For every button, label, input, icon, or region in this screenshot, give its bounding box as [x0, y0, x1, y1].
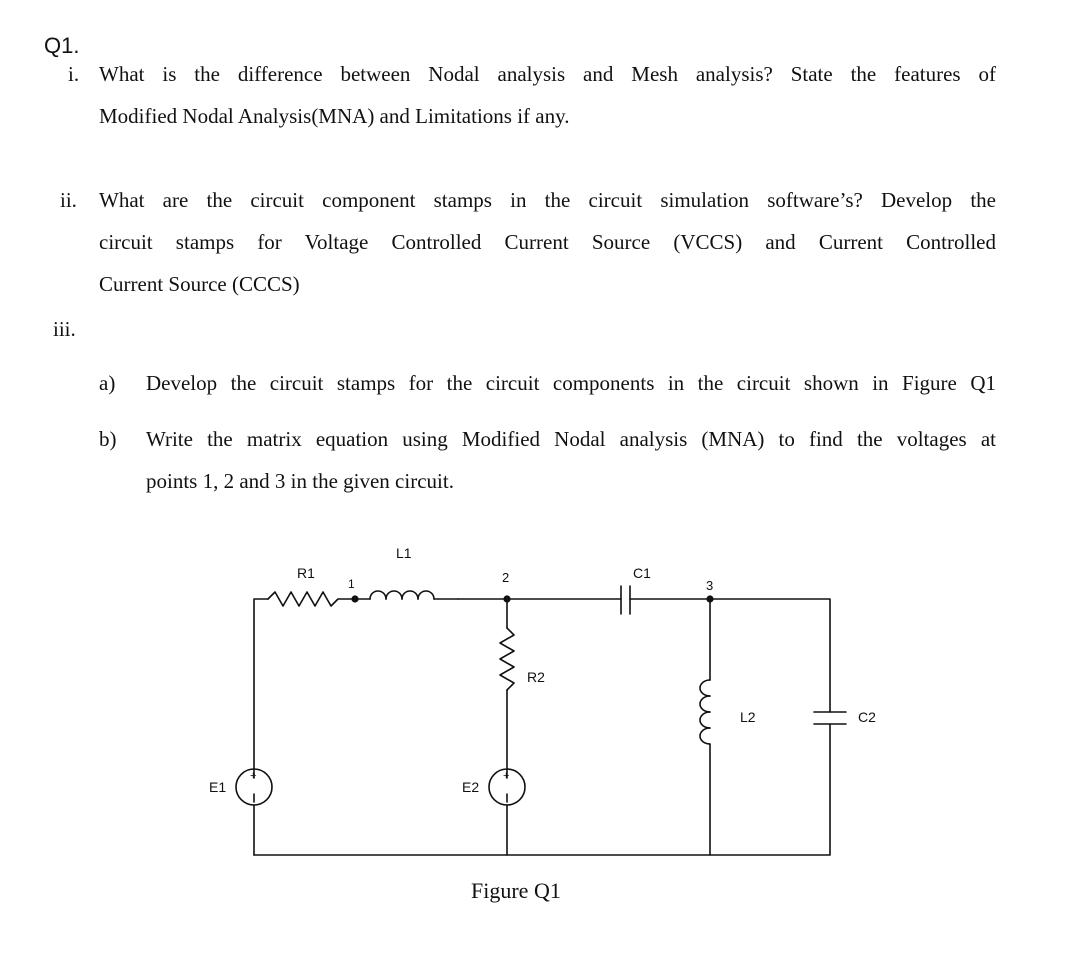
label-node-2: 2 [502, 570, 510, 585]
part-ii-line-3: Current Source (CCCS) [99, 272, 300, 296]
part-iii-a-text: Develop the circuit stamps for the circuit components in the circuit shown in Figure Q1 [146, 371, 996, 395]
part-ii-line-2: circuit stamps for Voltage Controlled Current Source (VCCS) and Current Controlled [99, 230, 996, 254]
part-i-line-1: What is the difference between Nodal analysis and Mesh analysis? State the features of [99, 62, 996, 86]
node-2-dot [503, 595, 510, 602]
part-iii-b-line-1: Write the matrix equation using Modified Nodal analysis (MNA) to find the voltages at [146, 427, 996, 451]
part-i-marker: i. [68, 62, 80, 86]
label-l2: L2 [740, 709, 756, 725]
part-i-line-2: Modified Nodal Analysis(MNA) and Limitations if any. [99, 104, 570, 128]
node-1-dot [351, 595, 358, 602]
inductor-l2 [700, 680, 710, 744]
inductor-l1 [355, 591, 458, 599]
part-iii-marker: iii. [53, 317, 76, 341]
label-e1: E1 [209, 779, 227, 795]
label-r1: R1 [297, 565, 315, 581]
label-node-1: 1 [348, 577, 355, 591]
resistor-r2 [500, 628, 514, 690]
part-ii-marker: ii. [60, 188, 77, 212]
e1-plus-sign: + [250, 770, 257, 782]
wire-top-right [630, 599, 830, 712]
label-e2: E2 [462, 779, 480, 795]
label-l1: L1 [396, 545, 412, 561]
resistor-r1 [268, 592, 355, 606]
part-iii-b-marker: b) [99, 427, 117, 451]
part-iii-b-line-2: points 1, 2 and 3 in the given circuit. [146, 469, 454, 493]
node-3-dot [706, 595, 713, 602]
label-c2: C2 [858, 709, 876, 725]
part-iii-a-marker: a) [99, 371, 116, 395]
label-c1: C1 [633, 565, 651, 581]
part-ii-line-1: What are the circuit component stamps in the circuit simulation software’s? Develop the [99, 188, 996, 212]
e2-plus-sign: + [503, 770, 510, 782]
wire-left [254, 599, 268, 778]
wire-bottom [254, 724, 830, 855]
label-node-3: 3 [706, 578, 714, 593]
label-r2: R2 [527, 669, 545, 685]
question-number: Q1. [44, 33, 80, 58]
figure-caption: Figure Q1 [471, 878, 561, 903]
